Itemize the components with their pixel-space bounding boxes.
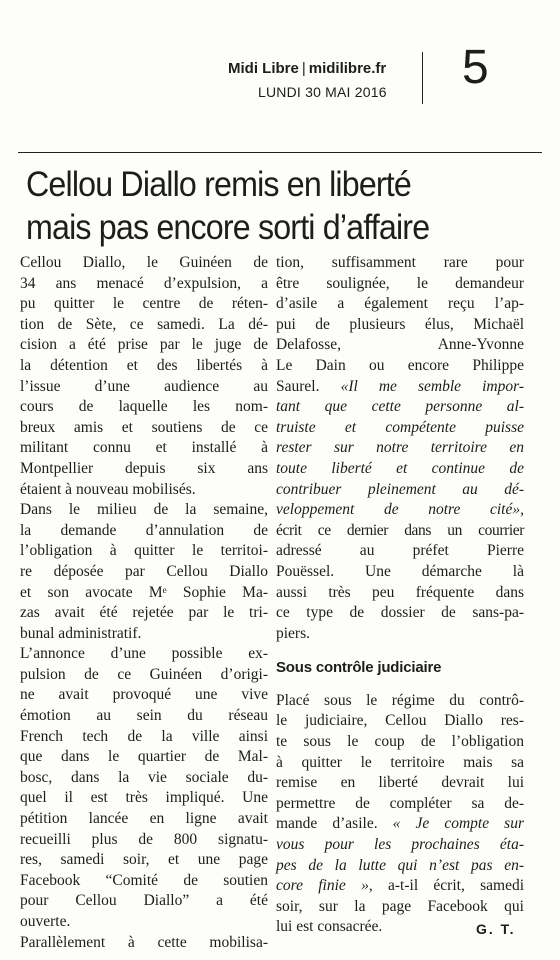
publication-name: Midi Libre — [228, 60, 299, 77]
text-line: Dans le milieu de la semaine, — [20, 501, 268, 519]
text-line: l’obligation à quitter le territoi- — [20, 542, 268, 560]
text-line: Facebook “Comité de soutien — [20, 871, 268, 889]
text-line: écrit ce dernier dans un courrier — [276, 521, 524, 539]
header-divider — [422, 52, 423, 104]
headline-line-1: Cellou Diallo remis en liberté — [26, 165, 411, 204]
text-line: permettre de compléter sa de- — [276, 794, 524, 812]
text-line: pour Cellou Diallo” a été — [20, 892, 268, 910]
text-line: te sous le coup de l’obligation — [276, 733, 524, 751]
text-line: pétition lancée en ligne avait — [20, 810, 268, 828]
text-line: Le Dain ou encore Philippe — [276, 356, 524, 374]
quote-fragment: «Il me semble impor- — [340, 377, 525, 395]
text-line: émotion au sein du réseau — [20, 707, 268, 725]
text-line: cision a été prise par le juge de — [20, 336, 268, 354]
text-fragment: mande d’asile. — [276, 815, 378, 833]
text-line: bunal administratif. — [20, 624, 142, 642]
publication-masthead — [228, 60, 386, 77]
article-headline — [26, 163, 504, 249]
text-line: Placé sous le régime du contrô- — [276, 691, 524, 709]
text-line: recueilli plus de 800 signatu- — [20, 830, 268, 848]
text-line: cours de laquelle les nom- — [20, 398, 268, 416]
text-line: soir, sur la page Facebook qui — [276, 897, 524, 915]
quote-fragment: core finie » — [276, 877, 369, 895]
text-line: pui de plusieurs élus, Michaël — [276, 315, 524, 333]
text-line: que dans le quartier de Mal- — [20, 748, 268, 766]
text-line: quel il est très impliqué. Une — [20, 789, 268, 807]
text-line: res, samedi soir, et une page — [20, 851, 268, 869]
text-fragment: Saurel. — [276, 377, 320, 395]
text-line: étaient à nouveau mobilisés. — [20, 480, 196, 498]
text-line: être soulignée, le demandeur — [276, 274, 524, 292]
text-line: French tech de la ville ainsi — [20, 727, 268, 745]
text-line: re déposée par Cellou Diallo — [20, 562, 268, 580]
text-line: ouverte. — [20, 913, 71, 930]
text-line: zas avait été rejetée par le tri- — [20, 604, 268, 622]
quote-line: pes de la lutte qui n’est pas en- — [276, 856, 524, 874]
quote-line: contribuer pleinement au dé- — [276, 480, 524, 498]
text-fragment: , a-t-il écrit, samedi — [368, 877, 525, 895]
text-line: Parallèlement à cette mobilisa- — [20, 933, 268, 951]
header-rule — [18, 152, 542, 153]
text-line: d’asile a également reçu l’ap- — [276, 295, 524, 313]
text-line: militant connu et installé à — [20, 439, 268, 457]
text-line: à quitter le territoire mais sa — [276, 753, 524, 771]
text-line: pu quitter le centre de réten- — [20, 295, 268, 313]
text-line: bosc, dans la vie sociale du- — [20, 768, 268, 786]
text-line: adressé au préfet Pierre — [276, 542, 524, 560]
text-line: L’annonce d’une possible ex- — [20, 645, 268, 663]
text-line: ce type de dossier de sans-pa- — [276, 604, 524, 622]
quote-line: tant que cette personne al- — [276, 398, 524, 416]
text-line: Delafosse, Anne-Yvonne — [276, 336, 524, 354]
page-number: 5 — [462, 41, 489, 94]
text-line: Cellou Diallo, le Guinéen de — [20, 254, 268, 271]
quote-line: toute liberté et continue de — [276, 459, 524, 477]
article-column-right — [276, 253, 524, 938]
text-line: piers. — [276, 624, 311, 642]
author-signature: G. T. — [476, 921, 516, 937]
quote-fragment: « Je compte sur — [392, 815, 524, 833]
text-line: et son avocate Mᵉ Sophie Ma- — [20, 583, 268, 601]
text-line: tion, suffisamment rare pour — [276, 254, 524, 271]
text-line: breux amis et soutiens de ce — [20, 418, 268, 436]
text-line: lui est consacrée. — [276, 918, 383, 936]
text-line: aussi très peu fréquente dans — [276, 583, 524, 601]
text-line: l’issue d’une audience au — [20, 377, 268, 395]
text-line: le judiciaire, Cellou Diallo res- — [276, 712, 524, 730]
text-line — [276, 814, 524, 835]
issue-date: LUNDI 30 MAI 2016 — [258, 84, 387, 100]
text-line: tion de Sète, ce samedi. La dé- — [20, 315, 268, 333]
quote-line: vous pour les prochaines éta- — [276, 836, 524, 854]
text-line — [276, 377, 524, 398]
text-line: pulsion de ce Guinéen d’origi- — [20, 665, 268, 683]
text-line — [276, 876, 524, 897]
quote-line: truiste et compétente puisse — [276, 418, 524, 436]
article-column-left — [20, 253, 268, 953]
text-line: ne avait provoqué une vive — [20, 686, 268, 704]
website-name: midilibre.fr — [308, 60, 387, 77]
text-line: la demande d’annulation de — [20, 521, 268, 539]
masthead-separator: | — [301, 60, 306, 77]
quote-line: veloppement de notre cité», — [276, 501, 524, 519]
quote-line: rester sur notre territoire en — [276, 439, 524, 457]
text-line: Pouëssel. Une démarche là — [276, 562, 524, 580]
text-line: remise en liberté devrait lui — [276, 774, 524, 792]
text-line: la détention et des libertés à — [20, 356, 268, 374]
text-line: 34 ans menacé d’expulsion, a — [20, 274, 268, 292]
headline-line-2: mais pas encore sorti d’affaire — [26, 208, 430, 247]
text-line: Montpellier depuis six ans — [20, 459, 268, 477]
section-subheading: Sous contrôle judiciaire — [276, 659, 442, 677]
